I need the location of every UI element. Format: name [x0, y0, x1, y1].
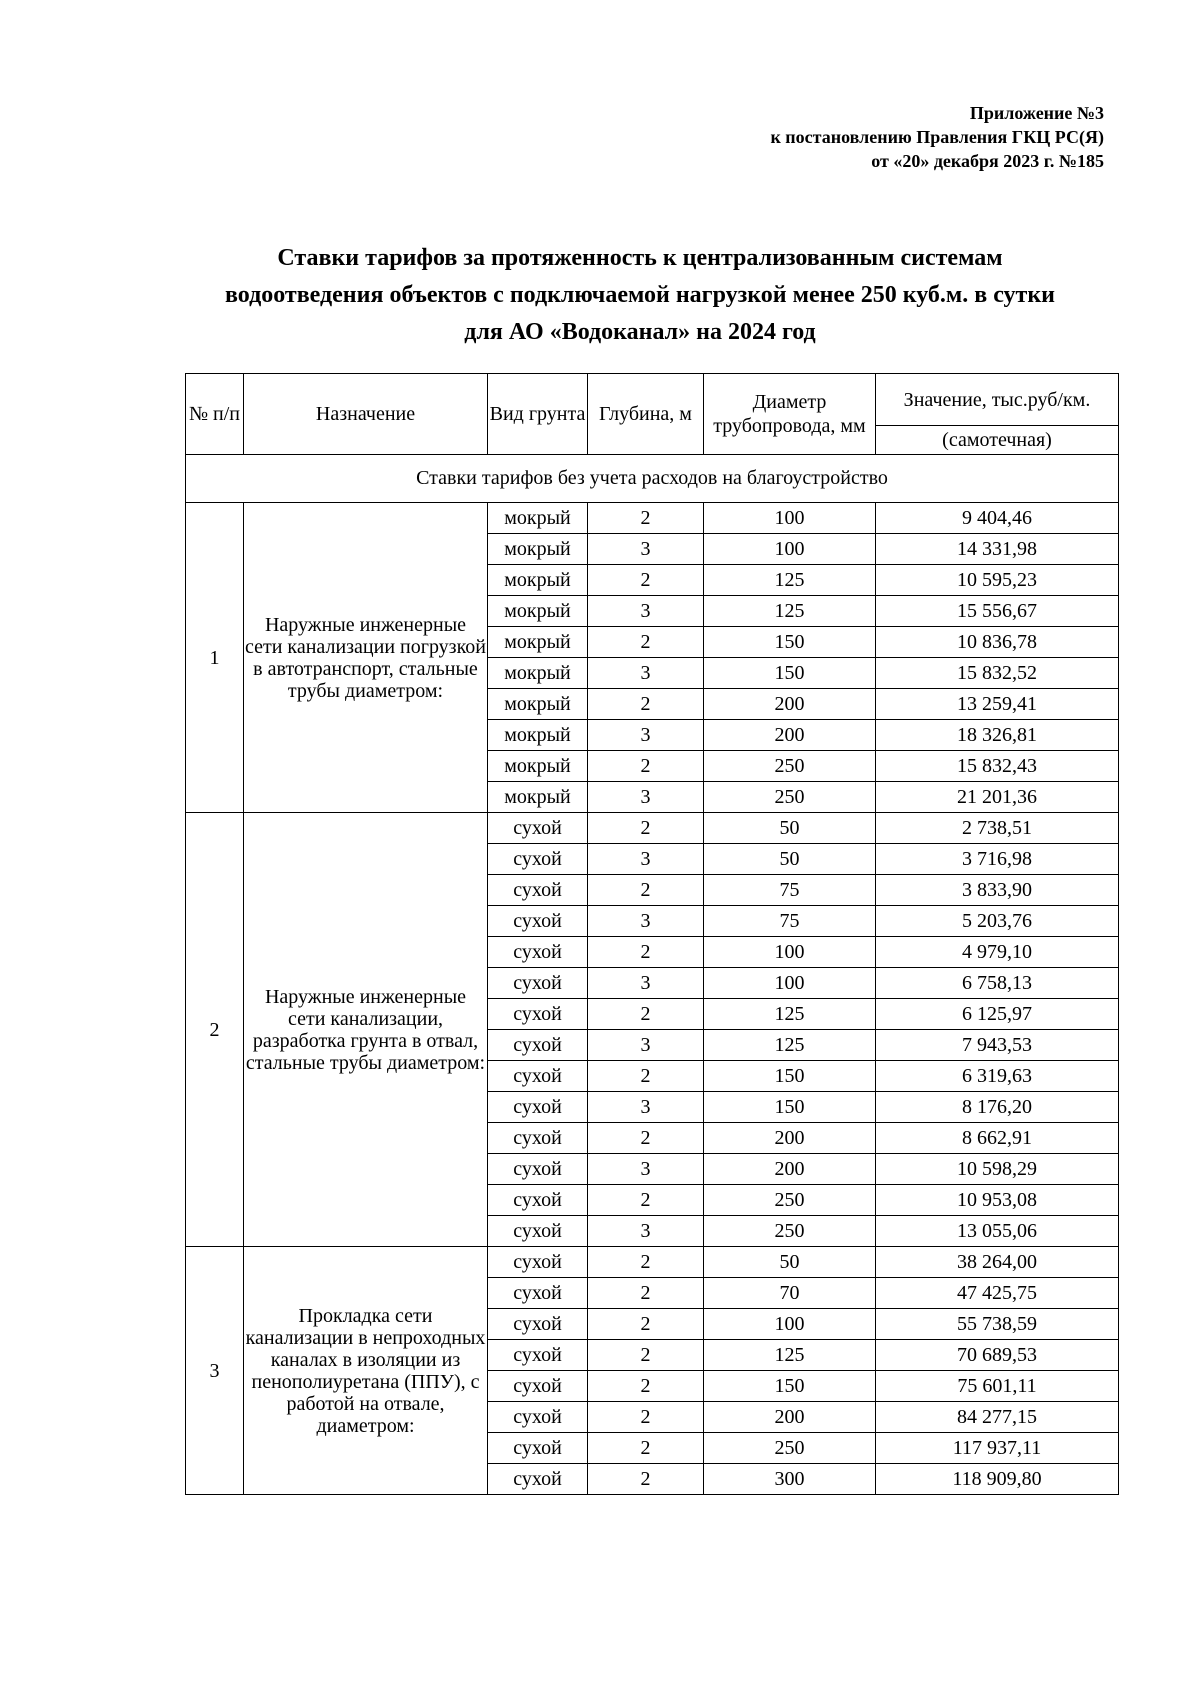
cell-depth: 2 — [588, 1185, 704, 1216]
cell-diameter: 50 — [704, 813, 876, 844]
cell-depth: 2 — [588, 813, 704, 844]
cell-value: 15 832,52 — [876, 658, 1119, 689]
cell-depth: 3 — [588, 720, 704, 751]
cell-soil: сухой — [488, 1340, 588, 1371]
cell-soil: мокрый — [488, 751, 588, 782]
cell-depth: 3 — [588, 658, 704, 689]
cell-depth: 2 — [588, 1061, 704, 1092]
cell-soil: сухой — [488, 1185, 588, 1216]
cell-soil: мокрый — [488, 596, 588, 627]
cell-depth: 3 — [588, 1030, 704, 1061]
cell-value: 10 595,23 — [876, 565, 1119, 596]
cell-depth: 2 — [588, 1247, 704, 1278]
cell-value: 6 758,13 — [876, 968, 1119, 999]
cell-value: 38 264,00 — [876, 1247, 1119, 1278]
table-row — [186, 1247, 1119, 1278]
cell-soil: сухой — [488, 844, 588, 875]
cell-diameter: 150 — [704, 1371, 876, 1402]
header-diameter: Диаметр трубопровода, мм — [704, 374, 876, 455]
cell-soil: сухой — [488, 1433, 588, 1464]
cell-diameter: 50 — [704, 1247, 876, 1278]
cell-depth: 2 — [588, 1464, 704, 1495]
cell-depth: 2 — [588, 937, 704, 968]
cell-depth: 2 — [588, 1433, 704, 1464]
cell-value: 3 716,98 — [876, 844, 1119, 875]
cell-soil: сухой — [488, 1154, 588, 1185]
cell-soil: сухой — [488, 906, 588, 937]
cell-diameter: 75 — [704, 875, 876, 906]
cell-soil: сухой — [488, 999, 588, 1030]
cell-depth: 2 — [588, 1123, 704, 1154]
cell-value: 2 738,51 — [876, 813, 1119, 844]
cell-soil: сухой — [488, 1402, 588, 1433]
cell-diameter: 75 — [704, 906, 876, 937]
cell-value: 15 832,43 — [876, 751, 1119, 782]
cell-depth: 3 — [588, 844, 704, 875]
cell-diameter: 250 — [704, 1216, 876, 1247]
cell-value: 7 943,53 — [876, 1030, 1119, 1061]
cell-depth: 3 — [588, 968, 704, 999]
cell-diameter: 150 — [704, 658, 876, 689]
cell-soil: мокрый — [488, 534, 588, 565]
group-number: 2 — [186, 813, 244, 1247]
appendix-line-1: Приложение №3 — [969, 103, 1104, 123]
appendix-line-2: к постановлению Правления ГКЦ РС(Я) — [770, 127, 1104, 147]
cell-depth: 2 — [588, 1309, 704, 1340]
title-line-3: для АО «Водоканал» на 2024 год — [464, 319, 816, 345]
cell-value: 55 738,59 — [876, 1309, 1119, 1340]
section-row — [186, 455, 1119, 503]
cell-value: 8 176,20 — [876, 1092, 1119, 1123]
cell-soil: сухой — [488, 1371, 588, 1402]
cell-depth: 2 — [588, 1402, 704, 1433]
cell-value: 13 259,41 — [876, 689, 1119, 720]
cell-diameter: 150 — [704, 627, 876, 658]
header-value: Значение, тыс.руб/км. — [876, 374, 1119, 426]
table-header-row — [186, 374, 1119, 426]
cell-value: 10 598,29 — [876, 1154, 1119, 1185]
group-description: Прокладка сети канализации в непроходных каналах в изоляции из пенополиуретана (ППУ), с работой на отвале, диаметром: — [244, 1247, 488, 1495]
header-purpose: Назначение — [244, 374, 488, 455]
cell-diameter: 125 — [704, 1340, 876, 1371]
table-row — [186, 813, 1119, 844]
cell-soil: мокрый — [488, 627, 588, 658]
cell-soil: сухой — [488, 1061, 588, 1092]
cell-diameter: 200 — [704, 1123, 876, 1154]
header-soil: Вид грунта — [488, 374, 588, 455]
tariff-table — [185, 373, 1119, 1495]
cell-depth: 2 — [588, 1278, 704, 1309]
cell-value: 75 601,11 — [876, 1371, 1119, 1402]
cell-value: 47 425,75 — [876, 1278, 1119, 1309]
cell-depth: 2 — [588, 503, 704, 534]
appendix-line-3: от «20» декабря 2023 г. №185 — [871, 151, 1104, 171]
cell-diameter: 250 — [704, 1185, 876, 1216]
cell-diameter: 150 — [704, 1092, 876, 1123]
section-label: Ставки тарифов без учета расходов на благоустройство — [186, 455, 1119, 503]
cell-depth: 3 — [588, 782, 704, 813]
cell-diameter: 250 — [704, 1433, 876, 1464]
cell-soil: сухой — [488, 968, 588, 999]
title-line-2: водоотведения объектов с подключаемой нагрузкой менее 250 куб.м. в сутки — [225, 282, 1055, 308]
cell-depth: 3 — [588, 1092, 704, 1123]
cell-diameter: 125 — [704, 999, 876, 1030]
cell-soil: мокрый — [488, 658, 588, 689]
cell-soil: сухой — [488, 813, 588, 844]
cell-diameter: 125 — [704, 1030, 876, 1061]
table-row — [186, 503, 1119, 534]
cell-diameter: 100 — [704, 503, 876, 534]
cell-diameter: 50 — [704, 844, 876, 875]
cell-value: 10 953,08 — [876, 1185, 1119, 1216]
cell-depth: 2 — [588, 751, 704, 782]
cell-depth: 3 — [588, 1154, 704, 1185]
header-value-sub: (самотечная) — [876, 426, 1119, 455]
cell-value: 70 689,53 — [876, 1340, 1119, 1371]
cell-soil: сухой — [488, 1123, 588, 1154]
cell-depth: 3 — [588, 906, 704, 937]
cell-depth: 3 — [588, 596, 704, 627]
group-description: Наружные инженерные сети канализации погрузкой в автотранспорт, стальные трубы диаметром: — [244, 503, 488, 813]
cell-diameter: 100 — [704, 968, 876, 999]
cell-soil: сухой — [488, 1247, 588, 1278]
cell-diameter: 200 — [704, 1154, 876, 1185]
cell-diameter: 200 — [704, 689, 876, 720]
cell-value: 5 203,76 — [876, 906, 1119, 937]
cell-soil: сухой — [488, 1309, 588, 1340]
header-depth: Глубина, м — [588, 374, 704, 455]
cell-depth: 2 — [588, 1340, 704, 1371]
cell-value: 118 909,80 — [876, 1464, 1119, 1495]
cell-soil: сухой — [488, 1216, 588, 1247]
cell-diameter: 125 — [704, 565, 876, 596]
cell-diameter: 100 — [704, 1309, 876, 1340]
cell-soil: мокрый — [488, 782, 588, 813]
cell-soil: сухой — [488, 875, 588, 906]
group-description: Наружные инженерные сети канализации, разработка грунта в отвал, стальные трубы диаметром: — [244, 813, 488, 1247]
cell-diameter: 250 — [704, 751, 876, 782]
cell-depth: 2 — [588, 875, 704, 906]
cell-value: 18 326,81 — [876, 720, 1119, 751]
cell-soil: мокрый — [488, 565, 588, 596]
cell-depth: 3 — [588, 534, 704, 565]
cell-diameter: 150 — [704, 1061, 876, 1092]
cell-depth: 3 — [588, 1216, 704, 1247]
cell-value: 6 125,97 — [876, 999, 1119, 1030]
cell-value: 14 331,98 — [876, 534, 1119, 565]
cell-value: 6 319,63 — [876, 1061, 1119, 1092]
cell-soil: мокрый — [488, 689, 588, 720]
cell-soil: сухой — [488, 1030, 588, 1061]
cell-soil: сухой — [488, 1278, 588, 1309]
cell-value: 4 979,10 — [876, 937, 1119, 968]
cell-soil: сухой — [488, 1092, 588, 1123]
cell-diameter: 125 — [704, 596, 876, 627]
cell-diameter: 200 — [704, 720, 876, 751]
cell-value: 3 833,90 — [876, 875, 1119, 906]
cell-value: 84 277,15 — [876, 1402, 1119, 1433]
cell-value: 13 055,06 — [876, 1216, 1119, 1247]
cell-soil: мокрый — [488, 720, 588, 751]
cell-depth: 2 — [588, 689, 704, 720]
cell-value: 8 662,91 — [876, 1123, 1119, 1154]
cell-soil: сухой — [488, 937, 588, 968]
cell-soil: сухой — [488, 1464, 588, 1495]
cell-diameter: 100 — [704, 534, 876, 565]
group-number: 1 — [186, 503, 244, 813]
appendix-header — [770, 101, 1104, 173]
cell-value: 21 201,36 — [876, 782, 1119, 813]
cell-diameter: 200 — [704, 1402, 876, 1433]
cell-diameter: 300 — [704, 1464, 876, 1495]
document-title — [160, 240, 1120, 351]
cell-value: 10 836,78 — [876, 627, 1119, 658]
cell-depth: 2 — [588, 1371, 704, 1402]
title-line-1: Ставки тарифов за протяженность к централизованным системам — [277, 245, 1003, 271]
cell-depth: 2 — [588, 999, 704, 1030]
cell-depth: 2 — [588, 565, 704, 596]
cell-value: 9 404,46 — [876, 503, 1119, 534]
cell-soil: мокрый — [488, 503, 588, 534]
cell-diameter: 100 — [704, 937, 876, 968]
cell-diameter: 70 — [704, 1278, 876, 1309]
cell-depth: 2 — [588, 627, 704, 658]
cell-value: 117 937,11 — [876, 1433, 1119, 1464]
group-number: 3 — [186, 1247, 244, 1495]
cell-value: 15 556,67 — [876, 596, 1119, 627]
cell-diameter: 250 — [704, 782, 876, 813]
header-num: № п/п — [186, 374, 244, 455]
